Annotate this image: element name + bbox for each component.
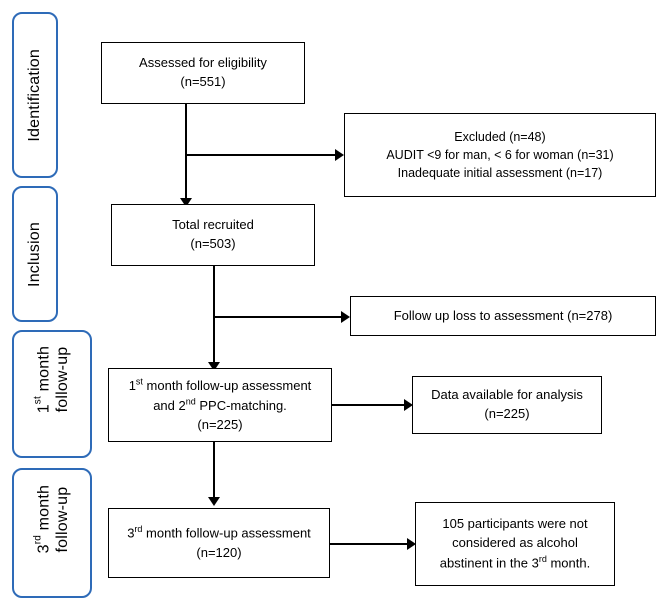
stage-label-inclusion-text: Inclusion [25,221,43,287]
node-data-available [412,376,602,434]
node-assessed-line1: Assessed for eligibility [139,55,267,71]
node-recruited-line2: (n=503) [190,236,236,251]
node-recruited-line1: Total recruited [172,217,254,233]
node-first-month-line1-text: 1st month follow-up assessment [128,376,312,393]
stage-label-first-month-line1: 1st month [31,346,53,414]
connector-to-excluded [185,154,337,156]
stage-label-third-month-line2: follow-up [53,486,71,552]
stage-label-third-month [12,468,92,598]
stage-label-identification [12,12,58,178]
stage-label-identification-text: Identification [25,48,43,142]
arrowhead-to-excluded [335,149,344,161]
node-third-month-line1: 3rd month follow-up assessment [127,524,311,541]
node-first-month-line1 [129,375,312,395]
stage-label-first-month-line2: follow-up [53,347,71,413]
stage-label-inclusion [12,186,58,322]
node-not-abstinent-line3: abstinent in the 3rd month. [439,553,591,571]
node-data-available-line1: Data available for analysis [431,387,583,403]
node-follow-up-loss-line1: Follow up loss to assessment (n=278) [393,307,613,323]
node-follow-up-loss [350,296,656,336]
connector-to-not-abstinent [329,543,409,545]
arrowhead-to-follow-up-loss [341,311,350,323]
node-not-abstinent-line1: 105 participants were not [442,516,588,532]
node-assessed-line2: (n=551) [180,74,226,89]
connector-to-follow-up-loss [213,316,343,318]
node-excluded-line3: Inadequate initial assessment (n=17) [397,166,603,181]
stage-label-third-month-text [14,485,91,581]
node-first-month-line2 [153,396,287,416]
node-first-month-line2-text: and 2nd PPC-matching. [153,396,287,413]
arrowhead-to-third-month [208,497,220,506]
node-not-abstinent [415,502,615,586]
connector-first-to-third-month [213,441,215,503]
stage-label-first-month [12,330,92,458]
node-excluded-line1: Excluded (n=48) [454,129,546,144]
stage-label-third-month-line1: 3rd month [31,484,53,554]
node-excluded [344,113,656,197]
connector-to-data-available [331,404,406,406]
node-third-month-line2: (n=120) [196,544,242,560]
node-first-month-assessment [108,368,332,442]
node-assessed-for-eligibility [101,42,305,104]
node-total-recruited [111,204,315,266]
connector-assessed-to-recruited [185,103,187,203]
node-data-available-line2: (n=225) [484,406,530,421]
node-excluded-line2: AUDIT <9 for man, < 6 for woman (n=31) [386,147,614,162]
node-first-month-line3: (n=225) [197,416,243,432]
stage-label-first-month-text [14,346,91,441]
node-not-abstinent-line2: considered as alcohol [452,534,578,550]
node-third-month-assessment [108,508,330,578]
